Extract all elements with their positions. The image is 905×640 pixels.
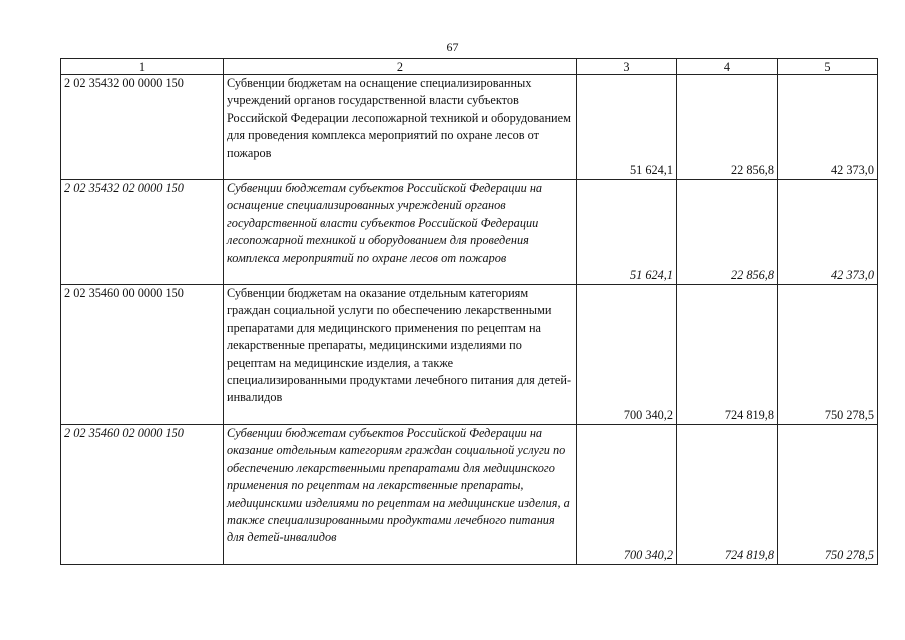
table-row <box>61 425 878 565</box>
value-cell-col5: 42 373,0 <box>778 180 878 285</box>
value-cell-col5: 42 373,0 <box>778 75 878 180</box>
value-cell-col3: 700 340,2 <box>577 285 677 425</box>
value-cell-col5: 750 278,5 <box>778 285 878 425</box>
description-cell: Субвенции бюджетам на оснащение специализированных учреждений органов государственной власти субъектов Российской Федерации лесопожарной техникой и оборудованием для проведения комплекса мероприятий по охране лесов от пожаров <box>224 75 577 180</box>
value-cell-col4: 724 819,8 <box>677 285 778 425</box>
value-cell-col3: 700 340,2 <box>577 425 677 565</box>
value-cell-col4: 22 856,8 <box>677 75 778 180</box>
budget-code-cell: 2 02 35460 00 0000 150 <box>61 285 224 425</box>
budget-table <box>60 58 878 565</box>
description-cell: Субвенции бюджетам субъектов Российской Федерации на оснащение специализированных учреждений органов государственной власти субъектов Российской Федерации лесопожарной техникой и оборудованием для проведения комплекса мероприятий по охране лесов от пожаров <box>224 180 577 285</box>
value-cell-col4: 22 856,8 <box>677 180 778 285</box>
column-header-1: 1 <box>61 59 224 75</box>
table-row <box>61 75 878 180</box>
header-row <box>61 59 878 75</box>
description-cell: Субвенции бюджетам субъектов Российской Федерации на оказание отдельным категориям граждан социальной услуги по обеспечению лекарственными препаратами для медицинского применения по рецептам на лекарственные препараты, медицинскими изделиями по рецептам на медицинские изделия, а также специализированными продуктами лечебного питания для детей-инвалидов <box>224 425 577 565</box>
column-header-3: 3 <box>577 59 677 75</box>
page-number: 67 <box>446 40 459 54</box>
column-header-5: 5 <box>778 59 878 75</box>
value-cell-col3: 51 624,1 <box>577 180 677 285</box>
column-header-4: 4 <box>677 59 778 75</box>
table-row <box>61 285 878 425</box>
table-row <box>61 180 878 285</box>
budget-code-cell: 2 02 35432 02 0000 150 <box>61 180 224 285</box>
value-cell-col3: 51 624,1 <box>577 75 677 180</box>
budget-code-cell: 2 02 35432 00 0000 150 <box>61 75 224 180</box>
description-cell: Субвенции бюджетам на оказание отдельным категориям граждан социальной услуги по обеспечению лекарственными препаратами для медицинского применения по рецептам на лекарственные препараты, медицинскими изделиями по рецептам на медицинские изделия, а также специализированными продуктами лечебного питания для детей-инвалидов <box>224 285 577 425</box>
value-cell-col4: 724 819,8 <box>677 425 778 565</box>
value-cell-col5: 750 278,5 <box>778 425 878 565</box>
column-header-2: 2 <box>224 59 577 75</box>
budget-code-cell: 2 02 35460 02 0000 150 <box>61 425 224 565</box>
